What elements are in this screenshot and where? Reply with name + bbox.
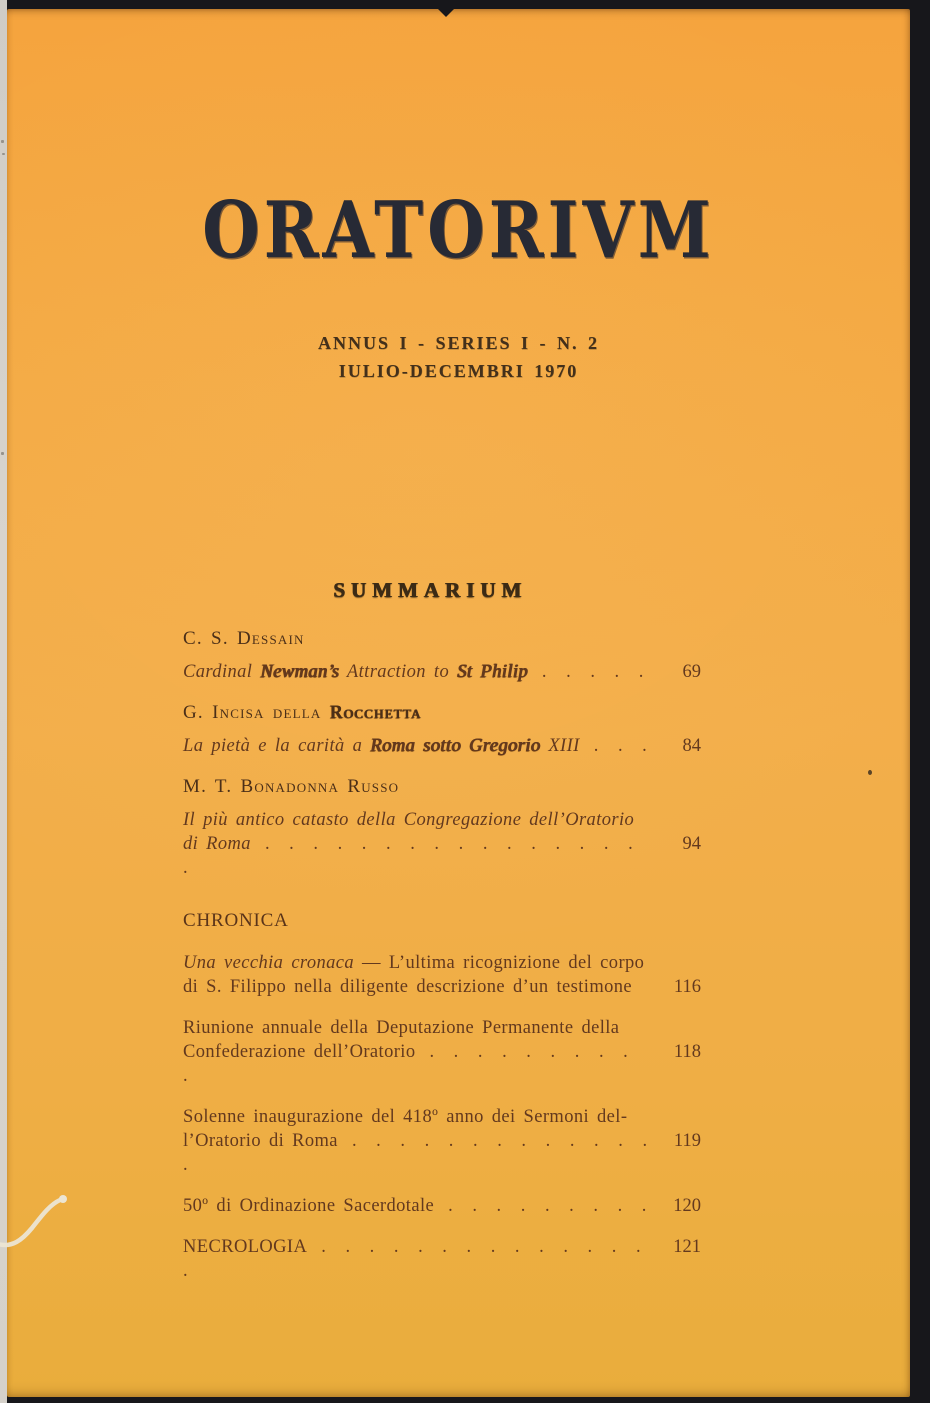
toc-line-text — [183, 953, 644, 973]
dot-leader: . . . . . . . . . — [448, 1196, 653, 1216]
toc-line — [183, 660, 701, 684]
toc-entries — [183, 627, 701, 1283]
edge-mark — [1, 452, 4, 455]
toc-line — [183, 951, 701, 975]
toc-line-text — [183, 1018, 619, 1038]
table-of-contents — [183, 577, 701, 1283]
toc-section — [183, 701, 701, 758]
text-segment: XIII — [540, 736, 580, 756]
page-number: 84 — [682, 736, 701, 756]
text-segment: Una vecchia cronaca — [183, 953, 355, 973]
toc-line-text — [183, 810, 634, 830]
dot-leader: . . . . . . . . . . . . . . — [183, 1131, 654, 1175]
toc-line-text — [183, 1196, 434, 1216]
text-segment: Roma sotto Gregorio — [370, 736, 541, 756]
journal-title: ORATORIVM — [202, 183, 715, 276]
toc-section — [183, 1194, 701, 1218]
toc-line — [183, 1235, 701, 1283]
toc-line — [183, 1040, 701, 1088]
toc-line — [183, 734, 701, 758]
toc-heading: SUMMARIUM — [333, 578, 527, 602]
toc-line-text — [183, 736, 580, 756]
text-segment: — L’ultima ricognizione del corpo — [354, 953, 645, 973]
toc-line — [183, 1105, 701, 1129]
text-segment: l’Oratorio di Roma — [183, 1131, 338, 1151]
issue-line: ANNUS I - SERIES I - N. 2 — [317, 333, 600, 353]
text-segment: M. T. Bonadonna Russo — [183, 776, 400, 797]
dot-leader: . . . . . . . . . . — [183, 1042, 634, 1086]
text-segment: Il più antico catasto della Congregazione dell’Oratorio — [183, 810, 635, 830]
page-number: 116 — [673, 977, 701, 997]
dot-leader: . . . . . . . . . . . . . . . . . — [183, 834, 639, 878]
text-segment: Newman’s — [260, 662, 340, 682]
page-number: 120 — [673, 1196, 701, 1216]
text-segment: C. S. Dessain — [183, 628, 305, 649]
ink-speck — [868, 770, 872, 775]
toc-section — [183, 775, 701, 880]
page-number: 119 — [673, 1131, 701, 1151]
text-segment: di Roma — [183, 834, 251, 854]
text-segment: St Philip — [457, 662, 528, 682]
toc-section — [183, 1235, 701, 1283]
toc-subheading: CHRONICA — [183, 910, 289, 931]
toc-author — [183, 775, 701, 799]
cover-top-notch — [437, 8, 455, 17]
thread-fragment — [0, 1188, 90, 1260]
toc-section — [183, 627, 701, 684]
text-segment: Solenne inaugurazione del 418º anno dei Sermoni del- — [183, 1107, 628, 1127]
date-line: IULIO-DECEMBRI 1970 — [338, 361, 579, 381]
toc-section — [183, 1105, 701, 1177]
text-segment: Cardinal — [183, 662, 261, 682]
toc-section — [183, 1016, 701, 1088]
page-number: 94 — [682, 834, 701, 854]
text-segment: Riunione annuale della Deputazione Permanente della — [183, 1018, 620, 1038]
text-segment: La pietà e la carità a — [183, 736, 371, 756]
toc-line-text — [183, 1237, 307, 1257]
page-number: 121 — [673, 1237, 701, 1257]
page-number: 118 — [673, 1042, 701, 1062]
toc-line-text — [183, 834, 251, 854]
journal-cover — [7, 9, 910, 1397]
dot-leader: . . . . . . . . . . . . . . . — [183, 1237, 647, 1281]
text-segment: G. Incisa della — [183, 702, 330, 723]
text-segment: Rocchetta — [329, 702, 422, 723]
toc-line — [183, 975, 701, 999]
toc-author — [183, 627, 701, 651]
page-number: 69 — [682, 662, 701, 682]
toc-line-text — [183, 1042, 415, 1062]
toc-section — [183, 951, 701, 999]
toc-line — [183, 1016, 701, 1040]
text-segment: NECROLOGIA — [183, 1237, 308, 1257]
toc-line-text — [183, 1131, 338, 1151]
edge-mark — [2, 153, 5, 155]
toc-line — [183, 832, 701, 880]
toc-line — [183, 1194, 701, 1218]
edge-mark — [1, 140, 4, 143]
dot-leader: . . . — [593, 736, 653, 756]
toc-line-text — [183, 1107, 627, 1127]
toc-author — [183, 701, 701, 725]
dot-leader: . . . . . — [541, 662, 650, 682]
toc-line-text — [183, 977, 632, 997]
text-segment: Attraction to — [339, 662, 458, 682]
toc-line-text — [183, 662, 528, 682]
toc-line — [183, 808, 701, 832]
issue-info — [7, 329, 910, 385]
text-segment: Confederazione dell’Oratorio — [183, 1042, 416, 1062]
text-segment: di S. Filippo nella diligente descrizione d’un testimone — [183, 977, 633, 997]
toc-line — [183, 1129, 701, 1177]
text-segment: 50º di Ordinazione Sacerdotale — [183, 1196, 435, 1216]
